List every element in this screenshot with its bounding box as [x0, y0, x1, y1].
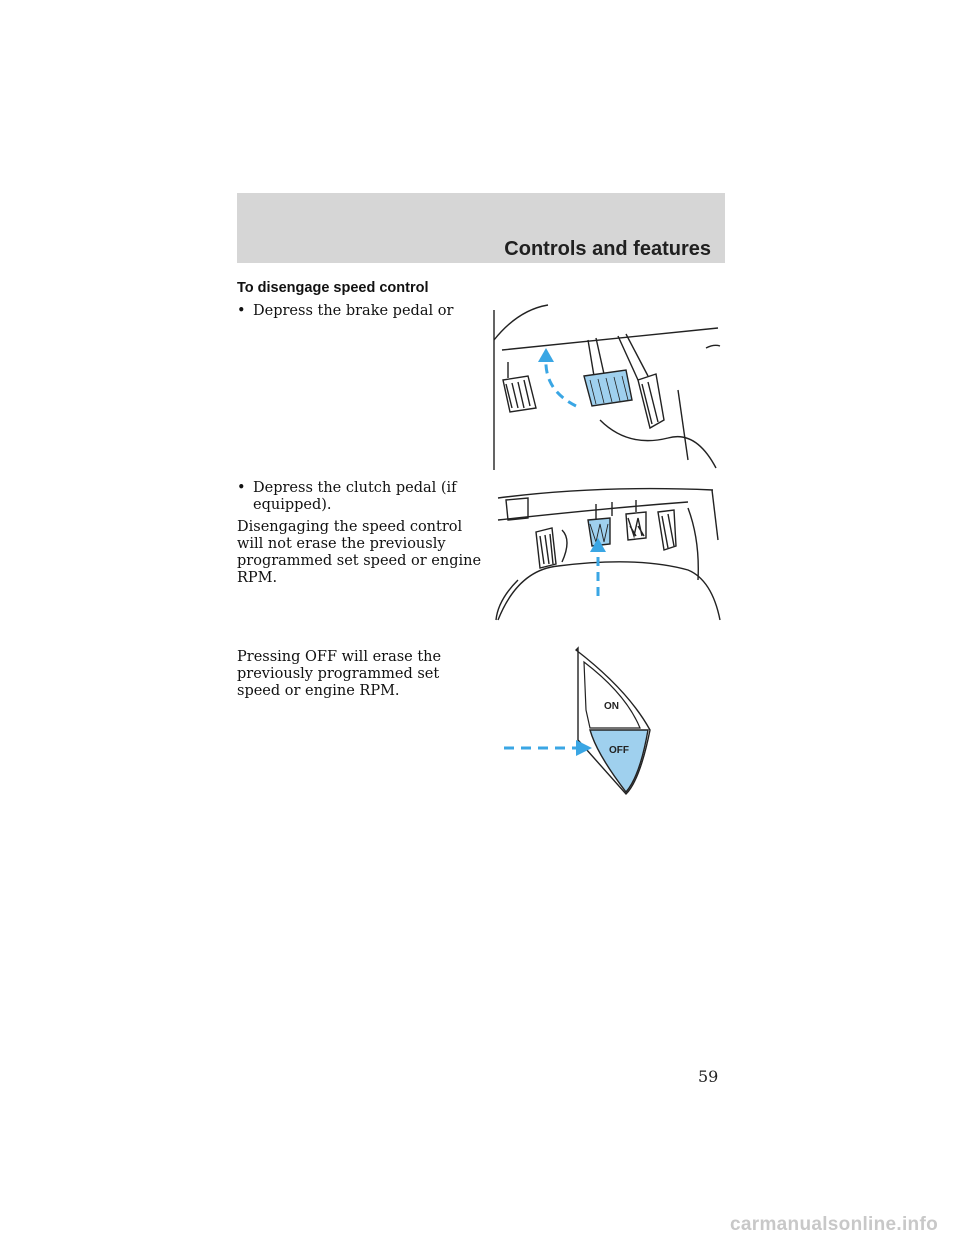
bullet-marker: • — [237, 480, 246, 496]
off-label: OFF — [609, 745, 629, 756]
bullet-text: Depress the brake pedal or — [253, 303, 454, 319]
arrow-head — [538, 348, 554, 362]
section-title: Controls and features — [504, 238, 711, 260]
bullet-text: Depress the clutch pedal (if equipped). — [253, 480, 457, 513]
procedure-heading: To disengage speed control — [237, 280, 429, 296]
watermark: carmanualsonline.info — [730, 1214, 938, 1235]
bullet-brake-pedal — [237, 303, 482, 320]
bullet-marker: • — [237, 303, 246, 319]
page-number: 59 — [698, 1067, 719, 1086]
brake-pedal-illustration — [488, 300, 728, 475]
paragraph-disengage-note: Disengaging the speed control will not erase the previously programmed set speed or engine RPM. — [237, 519, 482, 586]
on-label: ON — [604, 701, 619, 712]
paragraph-off-note: Pressing OFF will erase the previously programmed set speed or engine RPM. — [237, 649, 442, 699]
header-band — [237, 193, 725, 263]
curved-arrow-line — [546, 358, 576, 406]
speed-control-switch-illustration — [500, 640, 670, 800]
clutch-pedal-illustration — [488, 480, 728, 630]
bullet-clutch-pedal — [237, 480, 482, 514]
